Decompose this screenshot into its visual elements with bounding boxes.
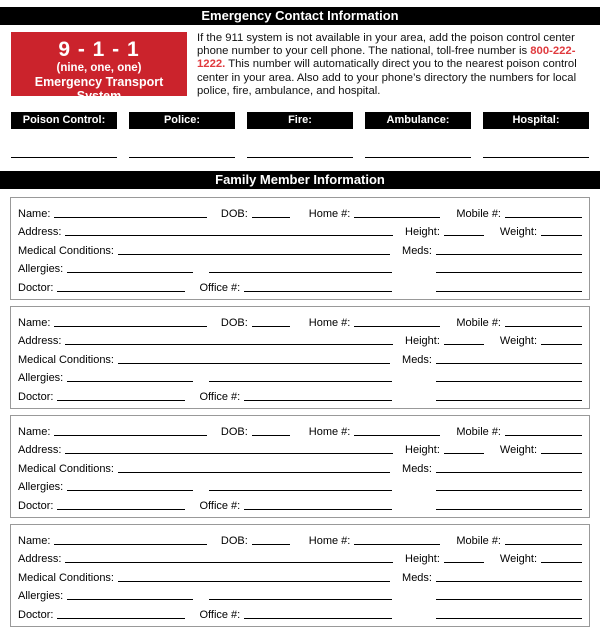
member-row-address-height-weight — [18, 221, 582, 240]
contact-label-ambulance: Ambulance: — [365, 112, 471, 129]
member-row-doctor-office — [18, 276, 582, 295]
911-subtitle: Emergency Transport System — [34, 75, 164, 103]
office-phone-label: Office #: — [199, 281, 241, 294]
contact-label-poison-control: Poison Control: — [11, 112, 117, 129]
doctor-blank-line — [57, 618, 185, 619]
meds-continued-blank-line-2 — [436, 618, 582, 619]
mobile-phone-blank-line — [505, 217, 582, 218]
allergies-label: Allergies: — [18, 481, 64, 494]
police-blank-line — [129, 157, 235, 158]
home-phone-label: Home #: — [308, 534, 351, 547]
weight-blank-line — [541, 453, 582, 454]
height-blank-line — [444, 235, 484, 236]
height-blank-line — [444, 562, 484, 563]
allergies-blank-line — [67, 272, 193, 273]
mobile-phone-blank-line — [505, 435, 582, 436]
meds-label: Meds: — [402, 353, 432, 366]
medical-conditions-label: Medical Conditions: — [18, 462, 114, 475]
meds-label: Meds: — [402, 244, 432, 257]
name-blank-line — [54, 544, 206, 545]
meds-blank-line — [436, 254, 582, 255]
allergies-continued-blank-line — [209, 599, 392, 600]
member-row-address-height-weight — [18, 548, 582, 567]
poison-control-blank-line — [11, 157, 117, 158]
dob-blank-line — [252, 435, 290, 436]
medical-conditions-blank-line — [118, 254, 390, 255]
meds-continued-blank-line-1 — [436, 272, 582, 273]
member-row-name-dob-phones — [18, 420, 582, 439]
member-row-medical-meds — [18, 348, 582, 367]
doctor-blank-line — [57, 400, 185, 401]
meds-label: Meds: — [402, 571, 432, 584]
home-phone-blank-line — [354, 217, 440, 218]
member-row-medical-meds — [18, 457, 582, 476]
allergies-blank-line — [67, 490, 193, 491]
address-label: Address: — [18, 444, 62, 457]
home-phone-label: Home #: — [308, 425, 351, 438]
poison-control-phone-number: 800-222-1222. — [197, 45, 576, 71]
contact-label-police: Police: — [129, 112, 235, 129]
mobile-phone-label: Mobile #: — [456, 207, 501, 220]
height-label: Height: — [405, 226, 440, 239]
mobile-phone-label: Mobile #: — [456, 534, 501, 547]
meds-continued-blank-line-2 — [436, 400, 582, 401]
911-emergency-box — [11, 32, 187, 103]
doctor-label: Doctor: — [18, 390, 54, 403]
home-phone-label: Home #: — [308, 207, 351, 220]
meds-continued-blank-line-2 — [436, 291, 582, 292]
mobile-phone-blank-line — [505, 326, 582, 327]
home-phone-blank-line — [354, 544, 440, 545]
doctor-label: Doctor: — [18, 608, 54, 621]
height-blank-line — [444, 453, 484, 454]
name-label: Name: — [18, 534, 51, 547]
medical-conditions-blank-line — [118, 581, 390, 582]
allergies-continued-blank-line — [209, 272, 392, 273]
home-phone-blank-line — [354, 435, 440, 436]
member-row-doctor-office — [18, 494, 582, 513]
office-phone-blank-line — [244, 509, 392, 510]
top-section — [11, 32, 589, 103]
medical-conditions-blank-line — [118, 363, 390, 364]
member-row-address-height-weight — [18, 439, 582, 458]
weight-label: Weight: — [499, 226, 537, 239]
family-member-block — [10, 524, 590, 627]
ambulance-blank-line — [365, 157, 471, 158]
meds-blank-line — [436, 581, 582, 582]
member-row-allergies — [18, 585, 582, 604]
medical-conditions-blank-line — [118, 472, 390, 473]
office-phone-blank-line — [244, 400, 392, 401]
911-number: 9 - 1 - 1 — [58, 38, 140, 61]
dob-label: DOB: — [220, 316, 248, 329]
section-header-emergency-contact: Emergency Contact Information — [0, 7, 600, 25]
member-row-medical-meds — [18, 566, 582, 585]
member-row-doctor-office — [18, 603, 582, 622]
office-phone-label: Office #: — [199, 499, 241, 512]
doctor-label: Doctor: — [18, 499, 54, 512]
weight-label: Weight: — [499, 335, 537, 348]
name-blank-line — [54, 217, 206, 218]
contact-label-fire: Fire: — [247, 112, 353, 129]
fire-blank-line — [247, 157, 353, 158]
family-member-block — [10, 306, 590, 409]
doctor-blank-line — [57, 509, 185, 510]
meds-blank-line — [436, 472, 582, 473]
medical-conditions-label: Medical Conditions: — [18, 571, 114, 584]
weight-blank-line — [541, 344, 582, 345]
address-blank-line — [65, 235, 393, 236]
allergies-blank-line — [67, 599, 193, 600]
height-label: Height: — [405, 553, 440, 566]
allergies-label: Allergies: — [18, 372, 64, 385]
meds-continued-blank-line-1 — [436, 381, 582, 382]
allergies-continued-blank-line — [209, 381, 392, 382]
weight-blank-line — [541, 235, 582, 236]
height-label: Height: — [405, 444, 440, 457]
dob-label: DOB: — [220, 207, 248, 220]
dob-blank-line — [252, 326, 290, 327]
address-label: Address: — [18, 335, 62, 348]
allergies-blank-line — [67, 381, 193, 382]
poison-control-intro-text — [197, 32, 589, 98]
family-member-block — [10, 197, 590, 300]
member-row-medical-meds — [18, 239, 582, 258]
address-blank-line — [65, 453, 393, 454]
weight-label: Weight: — [499, 444, 537, 457]
office-phone-blank-line — [244, 291, 392, 292]
member-row-allergies — [18, 258, 582, 277]
intro-text-after: This number will automatically direct you to the nearest poison control center in your area. Also add to your phone’s directory the numbers for local police, fire, ambulance, and hospital. — [197, 58, 577, 97]
allergies-label: Allergies: — [18, 263, 64, 276]
weight-label: Weight: — [499, 553, 537, 566]
doctor-blank-line — [57, 291, 185, 292]
hospital-blank-line — [483, 157, 589, 158]
address-label: Address: — [18, 226, 62, 239]
911-phonetic: (nine, one, one) — [56, 62, 142, 74]
home-phone-blank-line — [354, 326, 440, 327]
family-member-block — [10, 415, 590, 518]
mobile-phone-label: Mobile #: — [456, 316, 501, 329]
meds-continued-blank-line-1 — [436, 599, 582, 600]
dob-label: DOB: — [220, 534, 248, 547]
name-label: Name: — [18, 316, 51, 329]
member-row-doctor-office — [18, 385, 582, 404]
address-label: Address: — [18, 553, 62, 566]
emergency-contacts-row — [11, 112, 589, 129]
office-phone-label: Office #: — [199, 608, 241, 621]
member-row-allergies — [18, 476, 582, 495]
dob-blank-line — [252, 544, 290, 545]
meds-label: Meds: — [402, 462, 432, 475]
family-members-section — [10, 197, 590, 627]
name-blank-line — [54, 326, 206, 327]
emergency-contacts-blank-lines — [11, 157, 589, 158]
dob-blank-line — [252, 217, 290, 218]
member-row-name-dob-phones — [18, 529, 582, 548]
member-row-allergies — [18, 367, 582, 386]
meds-continued-blank-line-1 — [436, 490, 582, 491]
doctor-label: Doctor: — [18, 281, 54, 294]
name-label: Name: — [18, 207, 51, 220]
name-label: Name: — [18, 425, 51, 438]
meds-continued-blank-line-2 — [436, 509, 582, 510]
office-phone-blank-line — [244, 618, 392, 619]
member-row-address-height-weight — [18, 330, 582, 349]
allergies-label: Allergies: — [18, 590, 64, 603]
height-blank-line — [444, 344, 484, 345]
office-phone-label: Office #: — [199, 390, 241, 403]
medical-conditions-label: Medical Conditions: — [18, 353, 114, 366]
address-blank-line — [65, 344, 393, 345]
contact-label-hospital: Hospital: — [483, 112, 589, 129]
mobile-phone-label: Mobile #: — [456, 425, 501, 438]
home-phone-label: Home #: — [308, 316, 351, 329]
dob-label: DOB: — [220, 425, 248, 438]
height-label: Height: — [405, 335, 440, 348]
medical-conditions-label: Medical Conditions: — [18, 244, 114, 257]
weight-blank-line — [541, 562, 582, 563]
address-blank-line — [65, 562, 393, 563]
mobile-phone-blank-line — [505, 544, 582, 545]
member-row-name-dob-phones — [18, 202, 582, 221]
emergency-contact-form — [0, 7, 600, 627]
allergies-continued-blank-line — [209, 490, 392, 491]
intro-text-before: If the 911 system is not available in your area, add the poison control center phone number to your cell phone. The national, toll-free number is — [197, 32, 575, 58]
meds-blank-line — [436, 363, 582, 364]
section-header-family-member: Family Member Information — [0, 171, 600, 189]
member-row-name-dob-phones — [18, 311, 582, 330]
name-blank-line — [54, 435, 206, 436]
